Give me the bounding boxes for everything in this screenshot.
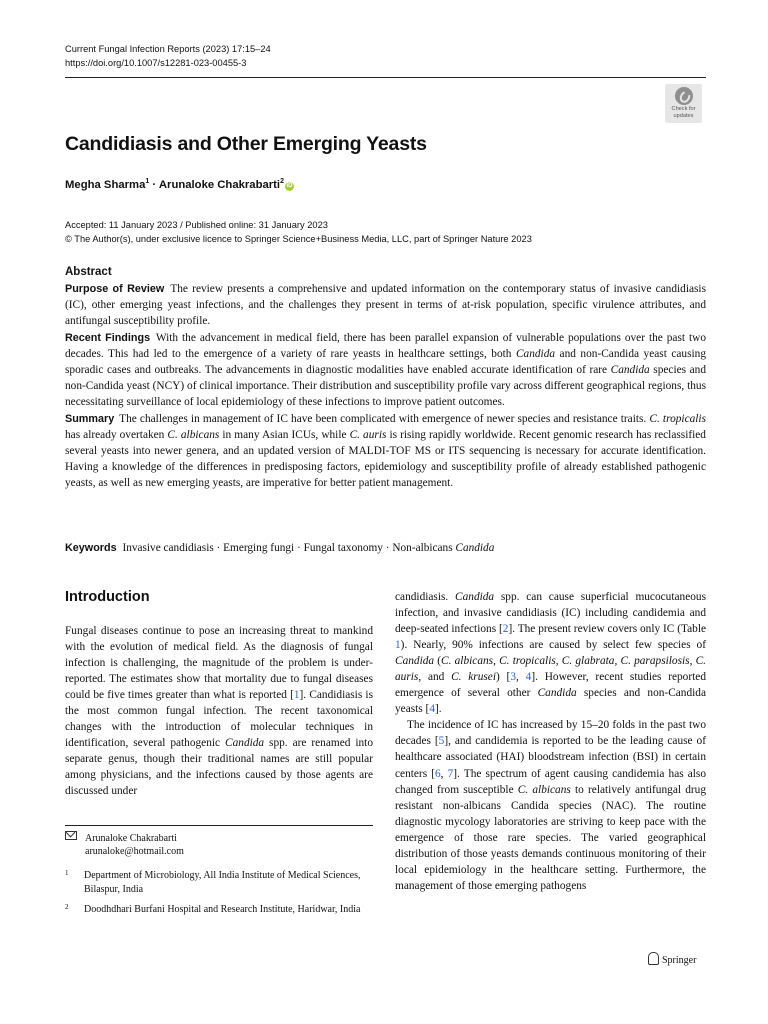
paragraph — [395, 589, 706, 717]
species-name: C. albicans — [517, 783, 571, 796]
affiliation-number: 2 — [65, 903, 69, 911]
species-name: C. auris — [395, 655, 706, 684]
author-name[interactable]: Arunaloke Chakrabarti — [158, 178, 281, 191]
author-separator: · — [149, 178, 159, 191]
body-text: , — [614, 655, 621, 668]
genus-name: Candida — [515, 347, 556, 360]
abstract-text: in many Asian ICUs, while — [219, 428, 350, 441]
accepted-published-line: Accepted: 11 January 2023 / Published online: 31 January 2023 — [65, 220, 328, 230]
body-text: , and — [418, 671, 452, 684]
species-name: C. auris — [349, 428, 387, 441]
citation-link[interactable]: 7 — [447, 767, 454, 780]
corresponding-name: Arunaloke Chakrabarti — [85, 833, 177, 844]
genus-name: Candida — [537, 687, 577, 700]
keywords-label: Keywords — [65, 542, 117, 554]
body-text: ). Nearly, 90% infections are caused by select few species of — [400, 639, 706, 652]
badge-text-line1: Check for — [671, 106, 696, 112]
body-text: , — [516, 671, 526, 684]
publisher-name: Springer — [662, 955, 697, 966]
citation-link[interactable]: 5 — [438, 735, 445, 748]
citation-link[interactable]: 4 — [525, 671, 532, 684]
left-column — [65, 623, 373, 800]
body-text: to relatively antifungal drug resistant non-albicans Candida species (NAC). The routine diagnostic mycology laboratories are striving to keep pace with the emergence of those rare species. The varied geographical distribution of those yeasts demands continuous monitoring of their local epidemiology in the healthcare setting. Furthermore, the management of those emerging pathogens — [395, 783, 706, 892]
body-text: spp. are renamed into separate genus, though their traditional names are still popular among physicians, and the infections caused by those agents are discussed under — [65, 737, 374, 798]
abstract-label: Summary — [65, 412, 115, 425]
affiliation-number: 1 — [65, 869, 69, 877]
corresponding-author — [65, 831, 184, 858]
journal-header — [65, 42, 271, 70]
author-affiliation-sup: 1 — [145, 178, 150, 185]
genus-name: Candida — [455, 591, 495, 603]
body-text: , — [689, 655, 696, 668]
doi-link[interactable]: https://doi.org/10.1007/s12281-023-00455-3 — [65, 58, 247, 68]
abstract-findings — [65, 330, 706, 411]
abstract-text: The challenges in management of IC have been complicated with emergence of newer species and resistance traits. — [119, 412, 650, 425]
body-text: , — [493, 655, 500, 668]
body-text: ], and candidemia is reported to be the leading cause of healthcare associated (HAI) bloodstream infection (BSI) in certain centers [ — [395, 735, 706, 780]
body-text: candidiasis. — [395, 591, 456, 603]
genus-name: Candida — [395, 655, 435, 668]
body-text: ]. The present review covers only IC (Table — [508, 623, 706, 636]
body-text: spp. can cause superficial mucocutaneous infection, and invasive candidiasis (IC) including candidemia and deep-seated infections [ — [395, 591, 707, 636]
author-list — [65, 178, 294, 191]
body-text: ]. — [435, 703, 442, 716]
right-column — [395, 589, 706, 894]
table-link[interactable]: 1 — [395, 639, 401, 652]
citation-link[interactable]: 1 — [293, 689, 300, 702]
paragraph — [395, 717, 706, 894]
abstract-text: has already overtaken — [65, 428, 168, 441]
article-title: Candidiasis and Other Emerging Yeasts — [65, 133, 427, 155]
abstract-label: Recent Findings — [65, 331, 151, 344]
body-text: ]. Candidiasis is the most common fungal infection. The recent taxonomical changes with the introduction of molecular techniques in identification, several pathogenic — [65, 689, 373, 750]
citation-link[interactable]: 6 — [435, 767, 441, 780]
keywords-text: Invasive candidiasis · Emerging fungi · Fungal taxonomy · Non-albicans — [122, 542, 456, 554]
species-name: C. parapsilosis — [620, 655, 690, 668]
species-name: C. krusei — [451, 671, 496, 684]
author-name[interactable]: Megha Sharma — [65, 178, 146, 191]
citation-link[interactable]: 2 — [502, 623, 509, 636]
envelope-icon — [65, 831, 77, 840]
body-text: Fungal diseases continue to pose an increasing threat to mankind with the evolution of medical field. As the diagnosis of fungal infection is challenging, the magnitude of the problem is under-reported. The estimates show that mortality due to fungal diseases could be five times greater than what is reported [ — [65, 625, 373, 702]
refresh-icon — [675, 87, 693, 105]
footnote-divider — [65, 825, 373, 826]
body-text: The incidence of IC has increased by 15–20 folds in the past two decades [ — [395, 719, 706, 748]
springer-horse-icon — [648, 952, 659, 965]
publication-dates — [65, 218, 532, 246]
affiliation-text: Department of Microbiology, All India Institute of Medical Sciences, Bilaspur, India — [84, 870, 361, 895]
corresponding-email[interactable]: arunaloke@hotmail.com — [85, 846, 184, 857]
species-name: C. albicans — [167, 428, 220, 441]
species-name: C. tropicalis — [649, 412, 706, 425]
body-text: ]. The spectrum of agent causing candidemia has also changed from susceptible — [395, 767, 707, 796]
introduction-heading: Introduction — [65, 589, 150, 605]
body-text: ( — [434, 655, 442, 668]
affiliation-text: Doodhdhari Burfani Hospital and Research Institute, Haridwar, India — [84, 904, 361, 915]
publisher-logo — [648, 952, 696, 966]
species-name: C. albicans — [441, 655, 494, 668]
badge-text-line2: updates — [673, 112, 694, 119]
affiliation-2 — [65, 903, 365, 917]
abstract-section — [65, 265, 706, 492]
species-name: C. tropicalis — [499, 655, 556, 668]
paragraph — [65, 623, 373, 800]
copyright-line: © The Author(s), under exclusive licence to Springer Science+Business Media, LLC, part of Springer Nature 2023 — [65, 234, 532, 244]
abstract-text: and non-Candida yeast causing sporadic cases and outbreaks. The advancements in diagnostic modalities have enabled accurate identification of rare — [65, 347, 706, 377]
author-affiliation-sup: 2 — [280, 178, 284, 185]
abstract-text: With the advancement in medical field, there has been parallel expansion of vulnerable populations over the past two decades. This had led to the emergence of a variety of rare yeasts in healthcare settings, both — [65, 331, 706, 360]
citation-link[interactable]: 4 — [429, 703, 436, 716]
abstract-heading: Abstract — [65, 266, 112, 278]
body-text: , — [555, 655, 562, 668]
keywords — [65, 542, 494, 554]
body-text: species and non-Candida yeasts [ — [395, 687, 706, 716]
abstract-text: is rising rapidly worldwide. Recent genomic research has reclassified several yeasts into newer genera, and an updated version of MALDI-TOF MS or ITS sequencing is necessary for accurate identification. Having a knowledge of the differences in predisposing factors, epidemiology and susceptibility profile of already established pathogenic yeasts, as well as new emerging yeasts, are imperative for better patient management. — [65, 428, 706, 490]
body-text: , — [440, 767, 448, 780]
species-name: C. glabrata — [561, 655, 615, 668]
abstract-label: Purpose of Review — [65, 283, 165, 295]
check-for-updates-badge[interactable] — [665, 84, 702, 123]
orcid-icon[interactable]: iD — [286, 182, 293, 189]
abstract-text: The review presents a comprehensive and updated information on the contemporary status of invasive candidiasis (IC), other emerging yeast infections, and the challenges they present in terms of at-risk population, specific virulence attributes, and antifungal susceptibility profile. — [65, 283, 706, 328]
abstract-summary — [65, 411, 706, 492]
abstract-text: species and non-Candida yeast (NCY) of clinical importance. Their distribution and susceptibility profile vary across different geographical regions, thus necessitating surveillance of local epidemiology of these infections to improve patient outcomes. — [65, 364, 706, 409]
citation-link[interactable]: 3 — [510, 671, 517, 684]
genus-name: Candida — [610, 364, 650, 377]
header-divider — [65, 77, 706, 78]
genus-name: Candida — [225, 737, 265, 750]
abstract-purpose — [65, 281, 706, 330]
body-text: ) [ — [496, 671, 511, 684]
affiliation-1 — [65, 869, 365, 896]
keywords-genus: Candida — [455, 542, 495, 554]
journal-citation: Current Fungal Infection Reports (2023) 17:15–24 — [65, 44, 271, 54]
body-text: ]. However, recent studies reported emergence of several other — [395, 671, 706, 700]
